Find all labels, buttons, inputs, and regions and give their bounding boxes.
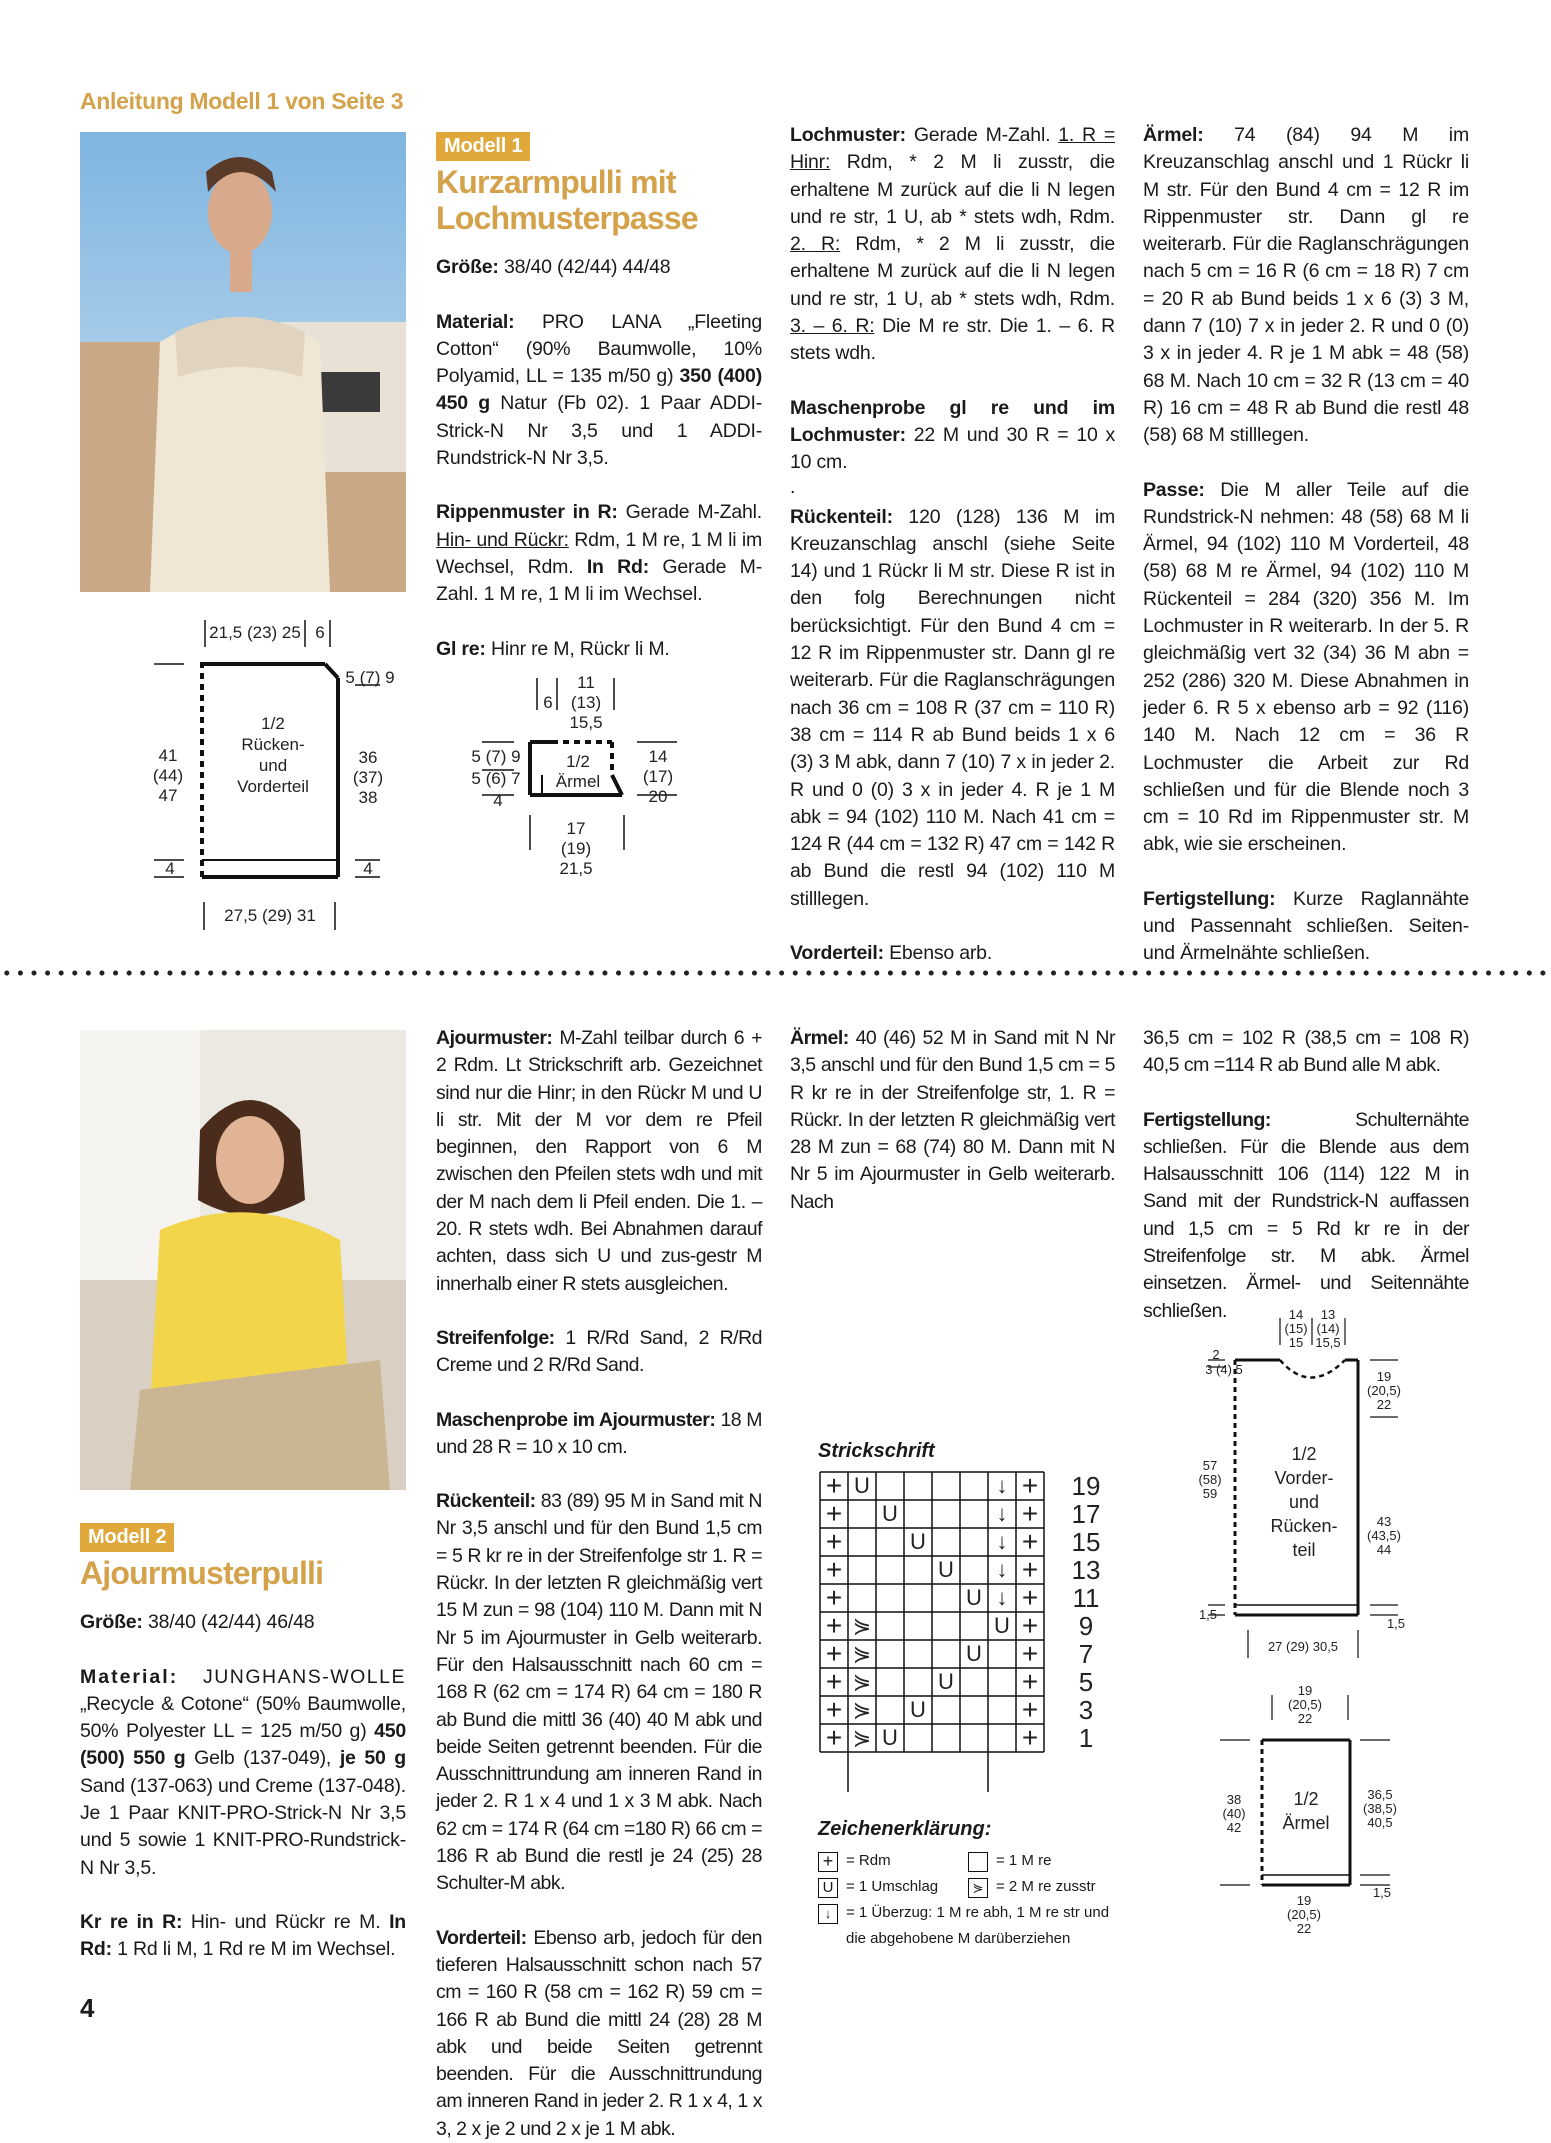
- d4-lab-a: 1/2: [1293, 1789, 1319, 1809]
- model2-tag: Modell 2: [80, 1523, 174, 1552]
- d3-t1b: (15): [1284, 1321, 1308, 1336]
- m1-aermel-label: Ärmel:: [1143, 124, 1204, 146]
- chart-row-number: 1: [1078, 1723, 1094, 1753]
- m2-probe-label: Maschenprobe im Ajourmuster:: [436, 1408, 716, 1431]
- model1-col4: [1143, 122, 1469, 995]
- m2-material: „Recycle & Cotone“ (50% Baumwolle, 50% Polyester LL = 125 m/50 g): [80, 1692, 406, 1743]
- chart-symbol-+: +: [825, 1666, 843, 1697]
- d3-n1: 2: [1212, 1347, 1220, 1362]
- m1-loch-label: Lochmuster:: [790, 124, 906, 146]
- chart-symbol-U: U: [854, 1473, 870, 1498]
- m1-loch-1: Gerade M-Zahl.: [913, 124, 1051, 146]
- d3-bl: 1,5: [1198, 1607, 1218, 1622]
- d4-bc: 22: [1296, 1921, 1312, 1936]
- m2-groesse: 38/40 (42/44) 46/48: [147, 1611, 315, 1634]
- chart-symbol-v: ↓: [996, 1501, 1008, 1526]
- m1-glre-label: Gl re:: [436, 637, 486, 660]
- model1-title-1: Kurzarmpulli mit: [436, 164, 676, 201]
- chart-row-number: 13: [1071, 1555, 1101, 1585]
- d2-top-l: 6: [543, 693, 553, 712]
- chart-symbol-U: U: [938, 1669, 954, 1694]
- m1-vorder: Ebenso arb.: [889, 942, 993, 965]
- d3-r1b: (20,5): [1367, 1383, 1401, 1398]
- m1-aermel: 74 (84) 94 M im Kreuzanschlag anschl und 1 Rückr li M str. Für den Bund 4 cm = 12 R im Rippenmuster str. Dann gl re weiterarb. Für die Raglanschrägungen nach 5 cm = 16 R (6 cm = 18 R) 7 cm = 20 R ab Bund beids 1 x 6 (3) 3 M, dann 7 (10) 7 x in jeder 2. R und 0 (0) 3 x in jeder 4. R je 1 M abk = 48 (58) 68 M. Nach 10 cm = 32 R (13 cm = 40 R) 16 cm = 48 R ab Bund die restl 48 (58) 68 M stilllegen.: [1143, 124, 1469, 447]
- d3-n2: 3 (4) 5: [1205, 1362, 1243, 1377]
- d3-lab-b: Vorder-: [1274, 1468, 1334, 1488]
- chart-symbol-+: +: [825, 1526, 843, 1557]
- d2-top-a: 11: [577, 673, 595, 692]
- model2-col3: [790, 1025, 1115, 1243]
- m1-material-bold: 350 (400) 450 g: [436, 365, 762, 415]
- m1-passe-label: Passe:: [1143, 478, 1205, 501]
- d4-rb: (38,5): [1363, 1801, 1397, 1816]
- d3-lab-a: 1/2: [1291, 1444, 1317, 1464]
- chart-row-number: 19: [1071, 1471, 1101, 1501]
- d1-left-c: 47: [158, 786, 178, 805]
- m2-fertig-label: Fertigstellung:: [1143, 1108, 1271, 1131]
- legend-ueberzug: = 1 Überzug: 1 M re abh, 1 M re str und: [846, 1904, 1110, 1921]
- model2-sleeve-diagram: [1210, 1675, 1440, 1945]
- m1-rippen-1: Gerade M-Zahl.: [625, 501, 763, 524]
- chart-symbol-U: U: [882, 1501, 898, 1526]
- legend-u: = 1 Umschlag: [846, 1878, 939, 1895]
- chart-symbol-+: +: [1021, 1498, 1039, 1529]
- d2-l1: 5 (7) 9: [471, 747, 521, 766]
- d1-bund-r: 4: [363, 859, 373, 878]
- d2-top-b: (13): [570, 693, 602, 712]
- d2-r-c: 20: [648, 787, 668, 806]
- m2-aermel: 40 (46) 52 M in Sand mit N Nr 3,5 anschl und für den Bund 1,5 cm = 5 R kr re in der Streifenfolge str, 1. R = Rückr. In der letzten R gleichmäßig vert 28 M zun = 68 (74) 80 M. Dann mit N Nr 5 im Ajourmuster in Gelb weiterarb. Nach: [790, 1027, 1116, 1213]
- d3-t2b: (14): [1316, 1321, 1340, 1336]
- m2-streifen-label: Streifenfolge:: [436, 1326, 555, 1349]
- m2-ajour-label: Ajourmuster:: [436, 1027, 553, 1049]
- model1-photo: [80, 132, 406, 592]
- legend-zusstr: = 2 M re zusstr: [996, 1878, 1096, 1895]
- d4-tb: (20,5): [1288, 1697, 1322, 1712]
- m1-fertig: Kurze Raglannähte und Passennaht schließen. Seiten- und Ärmelnähte schließen.: [1143, 887, 1469, 965]
- legend-re: = 1 M re: [996, 1852, 1052, 1869]
- model2-col2: [436, 1025, 762, 2143]
- chart-symbol-+: +: [825, 1610, 843, 1641]
- chart-symbol-v: ↓: [996, 1557, 1008, 1582]
- chart-row-number: 11: [1072, 1583, 1100, 1613]
- d4-lb: (40): [1222, 1806, 1246, 1821]
- chart-symbol-+: +: [1021, 1610, 1039, 1641]
- m1-loch-ul1: 1. R = Hinr:: [790, 124, 1116, 174]
- model1-sleeve-diagram: [462, 670, 692, 890]
- d2-r-b: (17): [642, 767, 674, 786]
- chart-symbol-+: +: [825, 1638, 843, 1669]
- d1-bottom: 27,5 (29) 31: [224, 906, 316, 925]
- d3-r1a: 19: [1376, 1369, 1392, 1384]
- chart-symbol-+: +: [1021, 1666, 1039, 1697]
- m2-material-2: Gelb (137-049),: [194, 1747, 332, 1770]
- section-divider: [0, 968, 1551, 978]
- d3-bottom: 27 (29) 30,5: [1267, 1639, 1339, 1654]
- d4-tc: 22: [1297, 1711, 1313, 1726]
- m2-probe: 18 M und 28 R = 10 x 10 cm.: [436, 1408, 762, 1458]
- chart-symbol-+: +: [1021, 1470, 1039, 1501]
- legend-re-icon: [968, 1852, 988, 1872]
- d2-top-c: 15,5: [569, 713, 603, 732]
- d2-b-a: 17: [566, 819, 586, 838]
- model2-body-diagram: [1180, 1300, 1470, 1660]
- d1-label-c: und: [258, 756, 288, 775]
- d2-l3: 4: [493, 791, 503, 810]
- legend-ueberzug-icon: ↓: [818, 1904, 838, 1924]
- d3-r2b: (43,5): [1367, 1528, 1401, 1543]
- chart-symbol-v: ↓: [996, 1585, 1008, 1610]
- d3-lab-e: teil: [1292, 1540, 1316, 1560]
- chart-symbol-z: ⋟: [852, 1613, 872, 1638]
- d3-t1a: 14: [1288, 1307, 1304, 1322]
- d3-t2a: 13: [1320, 1307, 1336, 1322]
- chart-symbol-+: +: [825, 1470, 843, 1501]
- d3-r2c: 44: [1376, 1542, 1392, 1557]
- m1-material-rest: Natur (Fb 02). 1 Paar ADDI-Strick-N Nr 3,5 und 1 ADDI-Rundstrick-N Nr 3,5.: [436, 392, 763, 470]
- m2-streifen: 1 R/Rd Sand, 2 R/Rd Creme und 2 R/Rd Sand.: [436, 1326, 762, 1377]
- d4-ra: 36,5: [1367, 1787, 1393, 1802]
- d3-r1c: 22: [1376, 1397, 1392, 1412]
- d3-lab-d: Rücken-: [1270, 1516, 1338, 1536]
- model2-title: Ajourmusterpulli: [80, 1555, 324, 1592]
- d1-left-b: (44): [152, 766, 184, 785]
- m2-material-b2: je 50 g: [339, 1747, 406, 1770]
- m2-vorder-label: Vorderteil:: [436, 1926, 527, 1949]
- d1-bund-l: 4: [165, 859, 175, 878]
- m1-probe-label: Maschenprobe gl re und im Lochmuster:: [790, 396, 1115, 446]
- d1-label-d: Vorderteil: [237, 777, 309, 796]
- model1-body-diagram: [150, 612, 410, 940]
- m2-material-b1: 450 (500) 550 g: [80, 1720, 407, 1770]
- model1-col3: [790, 122, 1115, 994]
- m2-aermel-label: Ärmel:: [790, 1027, 849, 1049]
- d1-right-b: (37): [352, 768, 384, 787]
- chart-symbol-U: U: [938, 1557, 954, 1582]
- d4-la: 38: [1226, 1792, 1242, 1807]
- d3-t2c: 15,5: [1315, 1335, 1341, 1350]
- d4-bb: (20,5): [1287, 1907, 1321, 1922]
- d1-right-c: 38: [358, 788, 378, 807]
- legend-ueberzug-2: die abgehobene M darüberziehen: [846, 1930, 1071, 1947]
- d1-label-a: 1/2: [261, 714, 285, 733]
- m1-ruecken: 120 (128) 136 M im Kreuzanschlag anschl (siehe Seite 14) und 1 Rückr li M str. Diese R ist in den folg Berechnungen nicht berücksichtigt. Für den Bund 4 cm = 12 R im Rippenmuster str. Dann gl re weiterarb. Für die Raglanschrägungen nach 36 cm = 108 R (37 cm = 110 R) 38 cm = 114 R ab Bund beids 1 x 6 (3) 3 M abk, dann 7 (10) 7 x in jeder 2. R und 0 (0) 3 x in jeder 4. R je 1 M abk = 94 (102) 110 M. Nach 41 cm = 124 R (44 cm = 132 R) 47 cm = 142 R ab Bund die restl 94 (102) 110 M stilllegen.: [790, 505, 1116, 910]
- page-header: Anleitung Modell 1 von Seite 3: [80, 88, 404, 114]
- m1-groesse-label: Größe:: [436, 256, 499, 279]
- d2-b-c: 21,5: [559, 859, 593, 878]
- chart-symbol-v: ↓: [996, 1473, 1008, 1498]
- m1-rippen-rd: In Rd:: [586, 555, 650, 578]
- m2-material-brand: JUNGHANS-WOLLE: [202, 1665, 406, 1688]
- page-number: 4: [80, 1993, 95, 2023]
- model1-tag: Modell 1: [436, 132, 530, 161]
- m1-rippen-3: Gerade M-Zahl. 1 M re, 1 M li im Wechsel.: [436, 555, 762, 606]
- m2-material-label: Material:: [80, 1665, 179, 1688]
- m1-dot: .: [790, 475, 796, 498]
- m1-vorder-label: Vorderteil:: [790, 942, 884, 965]
- m1-rippen-label: Rippenmuster in R:: [436, 501, 618, 524]
- d3-lab-c: und: [1288, 1492, 1320, 1512]
- chart-symbol-U: U: [966, 1585, 982, 1610]
- legend-title: Zeichenerklärung:: [818, 1818, 992, 1840]
- m2-kr-2: 1 Rd li M, 1 Rd re M im Wechsel.: [117, 1938, 396, 1961]
- legend-rdm: = Rdm: [846, 1852, 891, 1869]
- m2-kr-rd: In Rd:: [80, 1910, 406, 1961]
- chart-symbol-z: ⋟: [852, 1641, 872, 1666]
- m1-probe: 22 M und 30 R = 10 x 10 cm.: [790, 423, 1115, 474]
- chart-symbol-+: +: [1021, 1638, 1039, 1669]
- chart-symbol-z: ⋟: [852, 1725, 872, 1750]
- chart-symbol-U: U: [910, 1697, 926, 1722]
- m1-material-label: Material:: [436, 310, 515, 333]
- strickschrift-title: Strickschrift: [818, 1440, 935, 1462]
- d4-ba: 19: [1296, 1893, 1312, 1908]
- m1-material: PRO LANA „Fleeting Cotton“ (90% Baumwolle, 10% Polyamid, LL = 135 m/50 g): [436, 310, 762, 388]
- m2-kr-label: Kr re in R:: [80, 1910, 183, 1933]
- d3-br: 1,5: [1386, 1616, 1406, 1631]
- d4-rc: 40,5: [1367, 1815, 1393, 1830]
- model2-photo: [80, 1030, 406, 1490]
- m2-groesse-label: Größe:: [80, 1611, 143, 1634]
- chart-symbol-z: ⋟: [852, 1697, 872, 1722]
- legend: [818, 1848, 1138, 1952]
- d2-l2: 5 (6) 7: [471, 769, 521, 788]
- model1-title-2: Lochmusterpasse: [436, 200, 698, 237]
- legend-rdm-icon: +: [818, 1852, 838, 1872]
- chart-symbol-+: +: [1021, 1722, 1039, 1753]
- chart-row-number: 5: [1078, 1667, 1094, 1697]
- chart-symbol-+: +: [825, 1582, 843, 1613]
- m1-rippen-ul: Hin- und Rückr:: [436, 528, 569, 551]
- chart-symbol-+: +: [825, 1554, 843, 1585]
- legend-u-icon: U: [818, 1878, 838, 1898]
- chart-symbol-+: +: [825, 1498, 843, 1529]
- model2-col1: [80, 1523, 406, 1991]
- chart-symbol-+: +: [1021, 1526, 1039, 1557]
- chart-symbol-U: U: [994, 1613, 1010, 1638]
- d4-lab-b: Ärmel: [1282, 1813, 1330, 1833]
- d3-l1a: 57: [1202, 1458, 1218, 1473]
- m1-loch-4: Die M re str. Die 1. – 6. R stets wdh.: [790, 315, 1116, 365]
- d2-r-a: 14: [648, 747, 668, 766]
- m2-material-3: Sand (137-063) und Creme (137-048). Je 1 Paar KNIT-PRO-Strick-N Nr 3,5 und 5 sowie 1 KNIT-PRO-Rundstrick-N Nr 3,5.: [80, 1774, 406, 1879]
- d1-left-a: 41: [158, 746, 178, 765]
- m1-loch-ul3: 3. – 6. R:: [790, 315, 875, 338]
- m2-fertig: Schulternähte schließen. Für die Blende aus dem Halsausschnitt 106 (114) 122 M in Sand mit der Rundstrick-N auffassen und 1,5 cm = 5 Rd kr re in der Streifenfolge str. M abk. Ärmel einsetzen. Ärmel- und Seitennähte schließen.: [1143, 1108, 1469, 1322]
- m1-loch-3: Rdm, * 2 M li zusstr, die erhaltene M zurück auf die li N legen und re str, 1 U, ab * stets wdh, Rdm.: [790, 233, 1116, 310]
- d1-label-b: Rücken-: [241, 735, 305, 754]
- d4-br: 1,5: [1372, 1885, 1392, 1900]
- chart-row-number: 3: [1078, 1695, 1094, 1725]
- m1-rippen-2: Rdm, 1 M re, 1 M li im Wechsel, Rdm.: [436, 528, 762, 578]
- d1-top: 21,5 (23) 25: [209, 623, 301, 642]
- d2-b-b: (19): [560, 839, 592, 858]
- d2-label-a: 1/2: [566, 752, 590, 771]
- chart-symbol-+: +: [1021, 1554, 1039, 1585]
- m2-ruecken: 83 (89) 95 M in Sand mit N Nr 3,5 anschl und für den Bund 1,5 cm = 5 R kr re in der Streifenfolge str 1. R = Rückr. In der letzten R gleichmäßig vert 15 M zun = 98 (104) 110 M. Dann mit N Nr 5 im Ajourmuster in Gelb weiterarb. Für den Halsausschnitt nach 60 cm = 168 R (62 cm = 174 R) 64 cm = 180 R ab Bund die mittl 36 (40) 40 M abk und beide Seiten getrennt beenden. Für die Ausschnittrundung am inneren Rand in jeder 2. R 1 x 4 und 1 x 3 M abk. Nach 62 cm = 174 R (64 cm =180 R) 66 cm = 186 R ab Bund die restl je 24 (25) 28 Schulter-M abk.: [436, 1490, 762, 1895]
- m1-ruecken-label: Rückenteil:: [790, 505, 893, 528]
- d1-right-a: 36: [358, 748, 378, 767]
- chart-symbol-+: +: [825, 1694, 843, 1725]
- m2-vorder: Ebenso arb, jedoch für den tieferen Halsausschnitt schon nach 57 cm = 160 R (58 cm = 162 R) 59 cm = 166 R ab Bund die mittl 24 (28) 28 M abk und beide Seiten getrennt beenden. Für die Ausschnittrundung am inneren Rand in jeder 2. R 1 x 4, 1 x 3, 2 x je 2 und 2 x je 1 M abk.: [436, 1926, 762, 2140]
- chart-symbol-+: +: [825, 1722, 843, 1753]
- m1-passe: Die M aller Teile auf die Rundstrick-N nehmen: 48 (58) 68 M li Ärmel, 94 (102) 110 M Vorderteil, 48 (58) 68 M re Ärmel, 94 (102) 110 M Rückenteil = 284 (320) 356 M. Im Lochmuster in R weiterarb. In der 5. R gleichmäßig vert 32 (34) 36 M abn = 252 (286) 320 M. Diese Abnahmen in jeder 6. R 5 x ebenso arb = 92 (116) 140 M. Nach 12 cm = 36 R Lochmuster die Arbeit zur Rd schließen und für die Blende noch 3 cm = 10 Rd im Rippenmuster str. M abk, wie sie erscheinen.: [1143, 478, 1469, 856]
- m2-aermel-cont: 36,5 cm = 102 R (38,5 cm = 108 R) 40,5 cm =114 R ab Bund alle M abk.: [1143, 1027, 1469, 1077]
- d4-lc: 42: [1226, 1820, 1242, 1835]
- d3-t1c: 15: [1288, 1335, 1304, 1350]
- chart-symbol-+: +: [1021, 1694, 1039, 1725]
- d2-label-b: Ärmel: [555, 772, 601, 791]
- chart-symbol-U: U: [966, 1641, 982, 1666]
- legend-zusstr-icon: ⋟: [968, 1878, 988, 1898]
- m2-ruecken-label: Rückenteil:: [436, 1490, 536, 1513]
- chart-row-number: 7: [1078, 1639, 1094, 1669]
- d1-shoulder: 5 (7) 9: [345, 668, 395, 687]
- d3-l1c: 59: [1202, 1486, 1218, 1501]
- chart-symbol-U: U: [882, 1725, 898, 1750]
- m1-loch-2: Rdm, * 2 M li zusstr, die erhaltene M zurück auf die li N legen und re str, 1 U, ab * stets wdh, Rdm.: [790, 151, 1116, 228]
- m1-loch-ul2: 2. R:: [790, 233, 841, 256]
- d1-top2: 6: [315, 623, 325, 642]
- chart-symbol-v: ↓: [996, 1529, 1008, 1554]
- chart-symbol-U: U: [910, 1529, 926, 1554]
- d3-r2a: 43: [1376, 1514, 1392, 1529]
- m2-ajour: M-Zahl teilbar durch 6 + 2 Rdm. Lt Strickschrift arb. Gezeichnet sind nur die Hinr; in den Rückr M und U li str. Mit der M vor dem re Pfeil beginnen, den Rapport von 6 M zwischen den Pfeilen stets wdh und mit der M nach dem li Pfeil enden. Die 1. – 20. R stets wdh. Bei Abnahmen darauf achten, dass sich U und zus-gestr M innerhalb einer R stets ausgleichen.: [436, 1027, 762, 1295]
- chart-symbol-z: ⋟: [852, 1669, 872, 1694]
- chart-symbol-+: +: [1021, 1582, 1039, 1613]
- chart-row-number: 17: [1071, 1499, 1101, 1529]
- d4-ta: 19: [1297, 1683, 1313, 1698]
- model1-col2: [436, 132, 762, 690]
- m1-groesse: 38/40 (42/44) 44/48: [503, 256, 671, 279]
- m1-glre: Hinr re M, Rückr li M.: [490, 637, 670, 660]
- chart-row-number: 15: [1071, 1527, 1101, 1557]
- strickschrift-chart: [818, 1470, 1118, 1810]
- m2-kr: Hin- und Rückr re M.: [190, 1910, 381, 1933]
- d3-l1b: (58): [1198, 1472, 1222, 1487]
- chart-row-number: 9: [1078, 1611, 1094, 1641]
- m1-fertig-label: Fertigstellung:: [1143, 887, 1276, 910]
